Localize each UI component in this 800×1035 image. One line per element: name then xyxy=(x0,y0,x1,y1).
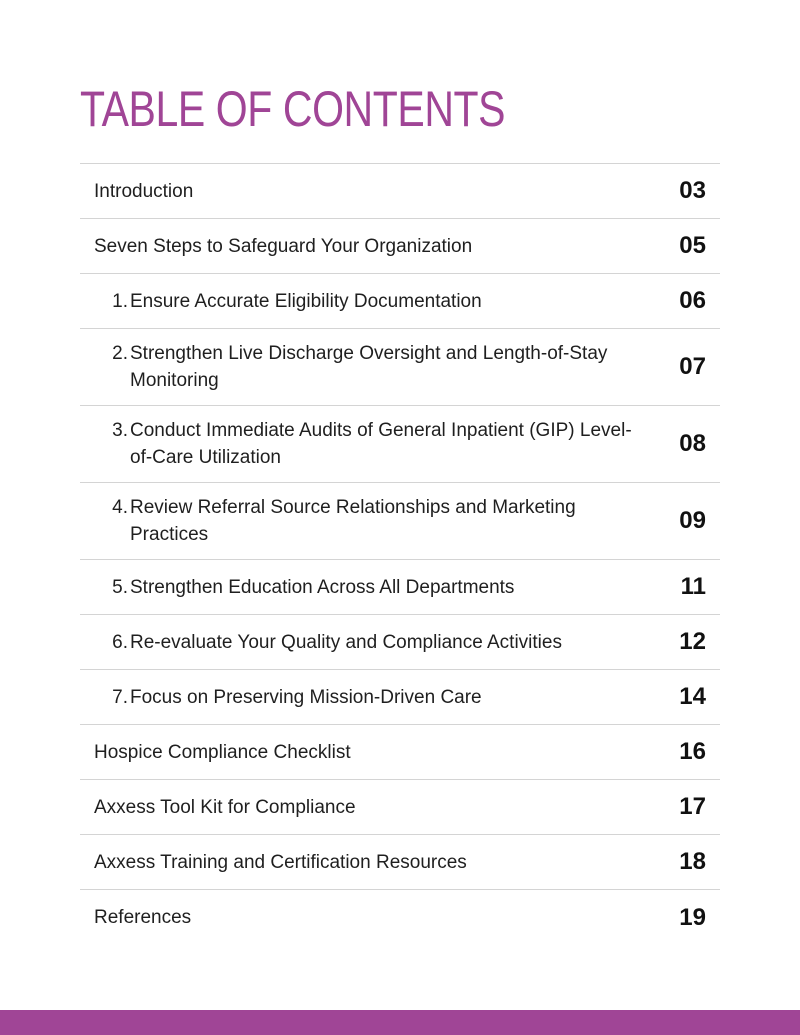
toc-page-number: 14 xyxy=(679,683,706,710)
toc-entry-text: Axxess Training and Certification Resources xyxy=(94,851,467,873)
toc-page-number: 16 xyxy=(679,738,706,765)
toc-entry-seven-steps[interactable] xyxy=(80,219,720,274)
page-title: TABLE OF CONTENTS xyxy=(80,81,506,137)
toc-step-number: 6. xyxy=(112,631,128,653)
toc-page-number: 11 xyxy=(680,573,706,600)
toc-entry-step-3[interactable] xyxy=(80,406,720,483)
toc-entry-step-7[interactable] xyxy=(80,670,720,725)
toc-step-number: 7. xyxy=(112,686,128,708)
toc-page-number: 09 xyxy=(679,507,706,534)
toc-entry-step-5[interactable] xyxy=(80,560,720,615)
toc-page-number: 18 xyxy=(679,848,706,875)
toc-entry-step-6[interactable] xyxy=(80,615,720,670)
toc-step-number: 5. xyxy=(112,576,128,598)
toc-page-number: 06 xyxy=(679,287,706,314)
toc-page-number: 03 xyxy=(679,177,706,204)
toc-entry-text: Re-evaluate Your Quality and Compliance Activities xyxy=(130,631,562,653)
toc-entry-step-2[interactable] xyxy=(80,329,720,406)
toc-entry-text: Review Referral Source Relationships and Marketing Practices xyxy=(130,497,576,545)
toc-step-number: 2. xyxy=(112,343,128,364)
toc-page-number: 07 xyxy=(679,353,706,380)
toc-entry-introduction[interactable] xyxy=(80,164,720,219)
toc-entry-checklist[interactable] xyxy=(80,725,720,780)
table-of-contents xyxy=(80,163,720,945)
toc-entry-tool-kit[interactable] xyxy=(80,780,720,835)
toc-entry-text: Introduction xyxy=(94,180,194,202)
toc-entry-text: Focus on Preserving Mission-Driven Care xyxy=(130,686,482,708)
toc-entry-text: Conduct Immediate Audits of General Inpatient (GIP) Level-of-Care Utilization xyxy=(130,420,632,468)
toc-entry-references[interactable] xyxy=(80,890,720,945)
toc-entry-text: References xyxy=(94,907,192,928)
toc-page-number: 08 xyxy=(679,430,706,457)
toc-entry-text: Strengthen Education Across All Departments xyxy=(130,576,515,598)
toc-page-number: 19 xyxy=(679,903,706,931)
toc-entry-step-1[interactable] xyxy=(80,274,720,329)
toc-page-number: 05 xyxy=(679,232,706,259)
toc-entry-text: Ensure Accurate Eligibility Documentation xyxy=(130,290,482,312)
toc-entry-text: Axxess Tool Kit for Compliance xyxy=(94,796,356,818)
toc-entry-training[interactable] xyxy=(80,835,720,890)
toc-step-number: 4. xyxy=(112,497,128,518)
toc-step-number: 3. xyxy=(112,420,128,441)
toc-page-number: 17 xyxy=(679,793,706,820)
toc-entry-step-4[interactable] xyxy=(80,483,720,560)
toc-page-number: 12 xyxy=(679,628,706,655)
toc-entry-text: Strengthen Live Discharge Oversight and Length-of-Stay Monitoring xyxy=(130,343,608,391)
toc-entry-text: Hospice Compliance Checklist xyxy=(94,741,351,763)
toc-step-number: 1. xyxy=(112,290,128,312)
footer-accent-bar xyxy=(0,1010,800,1035)
toc-entry-text: Seven Steps to Safeguard Your Organization xyxy=(94,235,473,257)
